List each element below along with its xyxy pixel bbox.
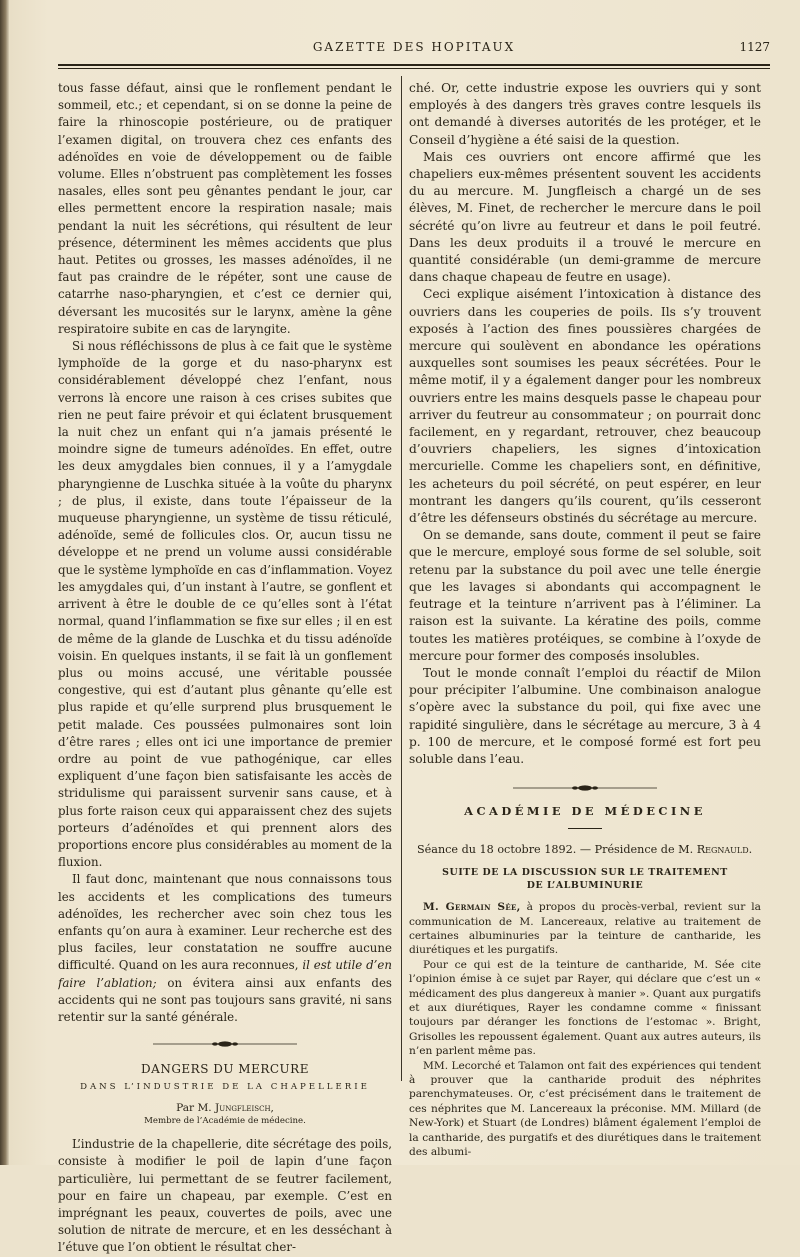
author-role: Membre de l’Académie de médecine. bbox=[144, 1116, 306, 1127]
paragraph: MM. Lecorché et Talamon ont fait des expériences qui tendent à prouver que la cantharide produit des néphrites parenchymateuses. Or, c’est précisément dans le traitement de ces néphrites que M. Lancereaux la préconise. MM. Millard (de New-York) et Stuart (de Londres) blâment également l’emploi de la cantharide, des purgatifs et des diurétiques dans le traitement des albumi- bbox=[409, 1059, 761, 1159]
paragraph: tous fasse défaut, ainsi que le ronflement pendant le sommeil, etc.; et cependant, si on se donne la peine de faire la rhinoscopie postérieure, ou de pratiquer l’examen digital, on trouvera chez ces enfants des adénoïdes en voie de développement ou de faible volume. Elles n’obstruent pas complètement les fosses nasales, elles sont peu gênantes pendant le jour, car elles permettent encore la respiration nasale; mais pendant la nuit les sécrétions, qui résultent de leur présence, déterminent les mêmes accidents que plus haut. Petites ou grosses, les masses adénoïdes, il ne faut pas craindre de le répéter, sont une cause de catarrhe naso-pharyngien, et c’est ce dernier qui, déversant les mucosités sur le larynx, amène la gêne respiratoire subite en cas de laryngite. bbox=[58, 81, 392, 336]
paragraph-text: à propos du procès-verbal, revient sur la communication de M. Lancereaux, relative au traitement de certaines albuminuries par la teinture de cantharide, les diurétiques et les purgatifs. bbox=[409, 901, 761, 957]
column-divider bbox=[401, 76, 402, 1081]
mercury-article-body bbox=[58, 1136, 392, 1256]
author-name: Jungfleisch, bbox=[215, 1102, 274, 1115]
page-number: 1127 bbox=[739, 40, 770, 54]
article-title: DANGERS DU MERCURE bbox=[141, 1062, 309, 1077]
section-ornament bbox=[145, 1040, 305, 1048]
paragraph: Pour ce qui est de la teinture de cantharide, M. Sée cite l’opinion émise à ce sujet par Rayer, qui déclare que c’est un « médicament des plus dangereux à manier ». Quant aux purgatifs et aux diurétiques, Rayer les condamne comme « finissant toujours par déranger les fonctions de l’estomac ». Bright, Grisolles les repoussent également. Quant aux autres auteurs, ils n’en parlent même pas. bbox=[409, 958, 761, 1058]
discussion-body bbox=[409, 900, 761, 1159]
article-author bbox=[58, 1102, 392, 1114]
paragraph: Mais ces ouvriers ont encore affirmé que les chapeliers eux-mêmes présentent souvent les accidents du au mercure. M. Jungfleisch a chargé un de ses élèves, M. Finet, de rechercher le mercure dans le poil sécrété qu’on livre au feutreur et dans le poil feutré. Dans les deux produits il a trouvé le mercure en quantité considérable (un demi-gramme de mercure dans chaque chapeau de feutre en usage). bbox=[409, 149, 761, 285]
section-ornament bbox=[505, 784, 665, 792]
paragraph: Si nous réfléchissons de plus à ce fait que le système lymphoïde de la gorge et du naso-pharynx est considérablement développé chez l’enfant, nous verrons là encore une raison à ces crises subites que rien ne peut faire prévoir et qui éclatent brusquement la nuit chez un enfant qui n’a jamais présenté le moindre signe de tumeurs adénoïdes. En effet, outre les deux amygdales bien connues, il y a l’amygdale pharyngienne de Luschka située à la voûte du pharynx ; de plus, il existe, dans toute l’épaisseur de la muqueuse pharyngienne, un système de tissu réticulé, adénoïde, semé de follicules clos. Or, aucun tissu ne développe et ne prend un volume aussi considérable que le système lymphoïde en cas d’inflammation. Voyez les amygdales qui, d’un instant à l’autre, se gonflent et arrivent à être le double de ce qu’elles sont à l’état normal, quand l’inflammation se fixe sur elles ; il en est de même de la glande de Luschka et du tissu adénoïde voisin. En quelques instants, il se fait là un gonflement plus ou moins accusé, une véritable poussée congestive, qui est d’autant plus gênante qu’elle est plus rapide et qu’elle surprend plus brusquement le petit malade. Ces poussées pulmonaires sont loin d’être rares ; elles ont ici une importance de premier ordre au point de vue pathogénique, car elles expliquent d’une façon bien satisfaisante les accès de stridulisme qui paraissent survenir sans cause, et à plus forte raison ceux qui apparaissent chez des sujets porteurs d’adénoïdes et qui prennent alors des proportions encore plus considérables au moment de la fluxion. bbox=[58, 339, 392, 870]
page-header bbox=[58, 36, 770, 58]
conclusion-text-start: Il faut donc, maintenant que nous connaissons tous les accidents et les complications des tumeurs adénoïdes, les rechercher avec soin chez tous les enfants qu’on aura à examiner. Leur recherche est des plus faciles, leur constatation ne souffre aucune difficulté. Quand on les aura reconnues, bbox=[58, 872, 392, 973]
conclusion-paragraph bbox=[58, 871, 392, 1026]
session-line bbox=[417, 843, 761, 856]
discussion-subheading bbox=[409, 866, 761, 892]
subheading-line: DE L’ALBUMINURIE bbox=[526, 880, 644, 892]
binding-edge bbox=[0, 0, 9, 1165]
session-date: Séance du 18 octobre 1892. — Présidence de M. bbox=[417, 843, 697, 857]
paragraph: On se demande, sans doute, comment il peut se faire que le mercure, employé sous forme de sel soluble, soit retenu par la substance du poil avec une telle énergie que les lavages si abondants qui accompagnent le feutrage et la teinture n’arrivent pas à l’éliminer. La raison est la suivante. La kératine des poils, comme toutes les matières protéiques, se combine à l’oxyde de mercure pour former des composés insolubles. bbox=[409, 528, 761, 663]
paragraph: Tout le monde connaît l’emploi du réactif de Milon pour précipiter l’albumine. Une combinaison analogue s’opère avec la substance du poil, qui fixe avec une rapidité singulière, dans le sécrétage au mercure, 3 à 4 p. 100 de mercure, et le composé formé est fort peu soluble dans l’eau. bbox=[409, 665, 761, 766]
left-column bbox=[58, 80, 392, 1257]
author-prefix: Par M. bbox=[176, 1102, 216, 1115]
adenoid-article-continuation bbox=[58, 80, 392, 1026]
mercury-article-continuation bbox=[409, 80, 761, 768]
session-president: Regnauld. bbox=[696, 843, 753, 857]
paragraph: ché. Or, cette industrie expose les ouvriers qui y sont employés à des dangers très graves contre lesquels ils ont demandé à diverses autorités de les protéger, et le Conseil d’hygiène a été saisi de la question. bbox=[409, 81, 761, 147]
right-column bbox=[409, 80, 761, 1159]
paragraph: L’industrie de la chapellerie, dite sécrétage des poils, consiste à modifier le poil de lapin d’une façon particulière, lui permettant de se feutrer facilement, pour en faire un chapeau, par exemple. C’est en imprégnant les peaux, couvertes de poils, avec une solution de nitrate de mercure, et en les desséchant à l’étuve que l’on obtient le résultat cher- bbox=[58, 1137, 392, 1255]
running-title: GAZETTE DES HOPITAUX bbox=[312, 40, 516, 54]
section-heading: ACADÉMIE DE MÉDECINE bbox=[464, 804, 706, 819]
article-subtitle: DANS L’INDUSTRIE DE LA CHAPELLERIE bbox=[80, 1082, 370, 1093]
paragraph: Ceci explique aisément l’intoxication à distance des ouvriers dans les couperies de poils. Ils s’y trouvent exposés à l’action des fines poussières chargées de mercure qui soulèvent en abondance les opérations auxquelles sont soumises les peaux sécrétées. Pour le même motif, il y a également danger pour les nombreux ouvriers entre les mains desquels passe le chapeau pour arriver du feutreur au consommateur ; on pourrait donc facilement, en y regardant, retrouver, chez beaucoup d’ouvriers chapeliers, les signes d’intoxication mercurielle. Comme les chapeliers sont, en définitive, les acheteurs du poil sécrété, on peut espérer, en leur montrant les dangers qu’ils courent, qu’ils cesseront d’être les défenseurs obstinés du sécrétage au mercure. bbox=[409, 287, 761, 526]
conclusion-text-end: on évitera ainsi aux enfants des accidents qui ne sont pas toujours sans gravité, ni sans retentir sur la santé générale. bbox=[58, 975, 392, 1024]
paragraph bbox=[409, 900, 761, 958]
conclusion-emphasis: il est utile d’en faire l’ablation; bbox=[58, 958, 392, 990]
heading-rule bbox=[568, 828, 602, 829]
subheading-line: SUITE DE LA DISCUSSION SUR LE TRAITEMENT bbox=[442, 867, 728, 879]
header-rule-thick bbox=[58, 64, 770, 66]
header-rule-thin bbox=[58, 68, 770, 69]
speaker-name: M. Germain Sée, bbox=[423, 901, 521, 914]
